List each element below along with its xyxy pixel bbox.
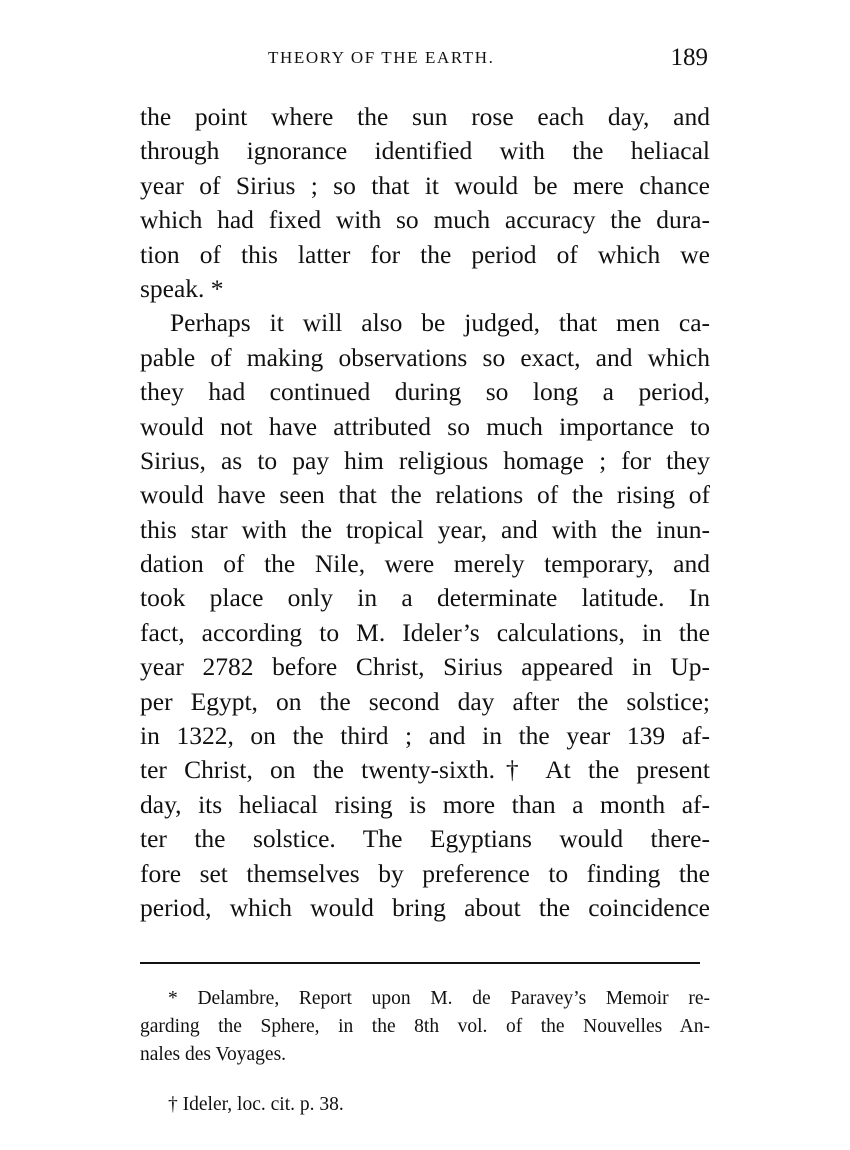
- body-text: [140, 100, 710, 925]
- footnote-divider: [140, 962, 700, 964]
- text-line: dation of the Nile, were merely temporary, and: [140, 549, 710, 579]
- paragraph-start-line: Perhaps it will also be judged, that men ca-: [170, 308, 710, 338]
- text-line: tion of this latter for the period of which we: [140, 239, 710, 269]
- text-line: year of Sirius ; so that it would be mere chance: [140, 170, 710, 200]
- text-line: fore set themselves by preference to finding the: [140, 858, 710, 888]
- text-line: the point where the sun rose each day, and: [140, 102, 710, 131]
- text-line: ter Christ, on the twenty-sixth.† At the present: [140, 755, 710, 785]
- running-title: THEORY OF THE EARTH.: [268, 48, 495, 67]
- text-line: speak. *: [140, 273, 224, 303]
- footnotes: [140, 985, 710, 1119]
- running-head: [140, 44, 710, 74]
- text-line: Sirius, as to pay him religious homage ; for they: [140, 445, 710, 475]
- text-line: per Egypt, on the second day after the solstice;: [140, 686, 710, 716]
- text-line: which had fixed with so much accuracy the dura-: [140, 205, 710, 235]
- footnote-line: nales des Voyages.: [140, 1044, 287, 1065]
- text-line: day, its heliacal rising is more than a month af-: [140, 789, 710, 819]
- text-line: this star with the tropical year, and with the inun-: [140, 514, 710, 544]
- footnote-line: garding the Sphere, in the 8th vol. of the Nouvelles An-: [140, 1016, 710, 1037]
- text-line: year 2782 before Christ, Sirius appeared in Up-: [140, 652, 710, 682]
- footnote-spacer: [140, 1069, 710, 1091]
- text-line: would not have attributed so much importance to: [140, 411, 710, 441]
- page-number: 189: [670, 44, 708, 71]
- text-line: in 1322, on the third ; and in the year 139 af-: [140, 721, 710, 751]
- text-line: took place only in a determinate latitude. In: [140, 583, 710, 613]
- footnote-line: † Ideler, loc. cit. p. 38.: [168, 1094, 344, 1115]
- text-line: fact, according to M. Ideler’s calculations, in the: [140, 617, 710, 647]
- text-line: pable of making observations so exact, and which: [140, 342, 710, 372]
- text-line: they had continued during so long a period,: [140, 377, 710, 407]
- footnote-line: * Delambre, Report upon M. de Paravey’s Memoir re-: [168, 988, 710, 1009]
- text-line: period, which would bring about the coincidence: [140, 892, 710, 922]
- text-line: would have seen that the relations of the rising of: [140, 480, 710, 510]
- text-line: ter the solstice. The Egyptians would there-: [140, 824, 710, 854]
- text-line: through ignorance identified with the heliacal: [140, 136, 710, 166]
